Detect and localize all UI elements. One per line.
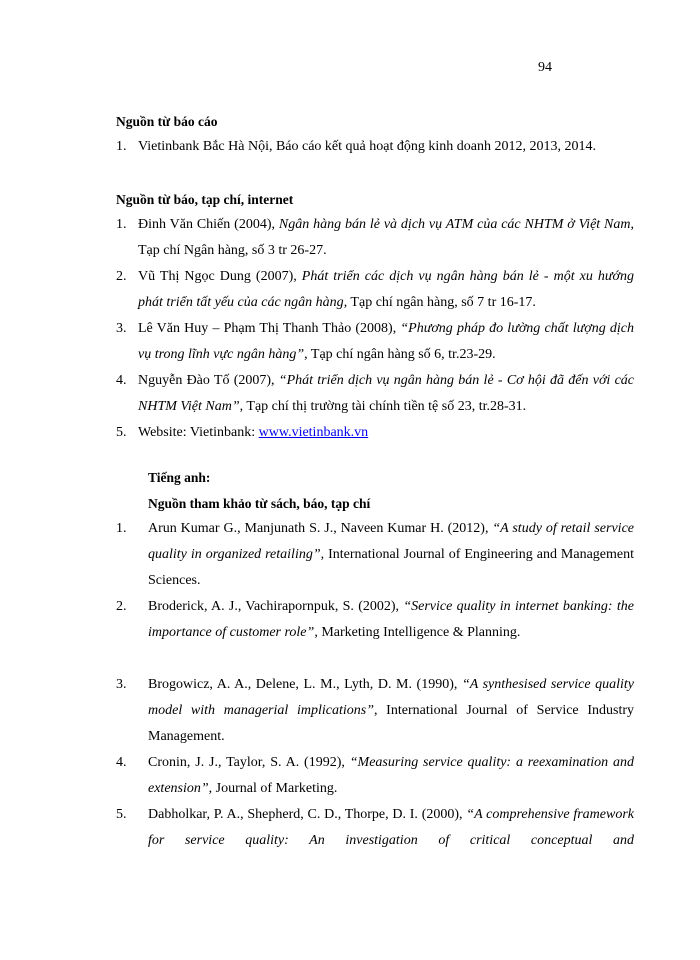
item-number: 2. <box>116 269 127 284</box>
item-number: 1. <box>116 139 127 154</box>
item-title: Phát triển các dịch vụ ngân hàng bán lẻ - một xu hướng phát triển tất yếu của các ngân hàng <box>138 269 635 310</box>
item-author: Vũ Thị Ngọc Dung (2007), <box>138 269 302 284</box>
item-number: 2. <box>116 599 127 614</box>
item-number: 5. <box>116 807 127 822</box>
page-number: 94 <box>538 60 552 75</box>
item-number: 4. <box>116 373 127 388</box>
section-heading-reports: Nguồn từ báo cáo <box>116 114 218 129</box>
item-author: Lê Văn Huy – Phạm Thị Thanh Thảo (2008), <box>138 321 401 336</box>
item-number: 1. <box>116 521 127 536</box>
item-number: 3. <box>116 677 127 692</box>
reference-item <box>116 368 634 420</box>
item-author: Dabholkar, P. A., Shepherd, C. D., Thorpe, D. I. (2000), <box>148 807 467 822</box>
item-title: “A synthesised service quality model with managerial implications” <box>148 677 635 718</box>
item-title: “Measuring service quality: a reexamination and extension” <box>148 755 635 796</box>
item-source: , Tạp chí ngân hàng số 6, tr.23-29. <box>304 347 496 362</box>
reference-item <box>116 802 634 854</box>
item-title: “A comprehensive framework for service quality: An investigation of critical conceptual and <box>148 807 634 848</box>
section-heading-press: Nguồn từ báo, tạp chí, internet <box>116 192 294 207</box>
item-author: Cronin, J. J., Taylor, S. A. (1992), <box>148 755 350 770</box>
item-text: Vietinbank Bắc Hà Nội, Báo cáo kết quả hoạt động kinh doanh 2012, 2013, 2014. <box>138 139 596 154</box>
reference-item <box>116 212 634 264</box>
reference-item <box>116 516 634 594</box>
item-author: Đinh Văn Chiến (2004), <box>138 217 279 232</box>
item-source: , Tạp chí ngân hàng, số 7 tr 16-17. <box>343 295 536 310</box>
item-source: , Tạp chí Ngân hàng, số 3 tr 26-27. <box>138 217 634 258</box>
reference-item <box>116 264 634 316</box>
reference-item <box>116 420 634 446</box>
item-number: 3. <box>116 321 127 336</box>
item-author: Arun Kumar G., Manjunath S. J., Naveen Kumar H. (2012), <box>148 521 493 536</box>
reference-item <box>116 316 634 368</box>
item-title: “A study of retail service quality in organized retailing” <box>148 521 634 562</box>
item-source: , International Journal of Engineering and Management Sciences. <box>148 547 634 588</box>
vietinbank-website-link[interactable]: www.vietinbank.vn <box>258 425 369 440</box>
item-source: , Marketing Intelligence & Planning. <box>314 625 521 640</box>
item-number: 4. <box>116 755 127 770</box>
item-author: Brogowicz, A. A., Delene, L. M., Lyth, D. M. (1990), <box>148 677 462 692</box>
item-title: “Service quality in internet banking: the importance of customer role” <box>148 599 634 640</box>
reference-item <box>116 750 634 802</box>
item-source: , International Journal of Service Industry Management. <box>148 703 635 744</box>
item-title: Ngân hàng bán lẻ và dịch vụ ATM của các NHTM ở Việt Nam <box>278 217 631 232</box>
item-author: Nguyễn Đào Tố (2007), <box>138 373 279 388</box>
reference-item <box>116 594 634 646</box>
item-title: “Phương pháp đo lường chất lượng dịch vụ trong lĩnh vực ngân hàng” <box>138 321 634 362</box>
item-source: , Journal of Marketing. <box>208 781 338 796</box>
item-author: Broderick, A. J., Vachirapornpuk, S. (2002), <box>148 599 404 614</box>
reference-item <box>116 134 634 160</box>
item-source: , Tạp chí thị trường tài chính tiền tệ số 23, tr.28-31. <box>239 399 527 414</box>
section-heading-english-sources: Nguồn tham khảo từ sách, báo, tạp chí <box>148 496 371 511</box>
item-number: 5. <box>116 425 127 440</box>
english-heading: Tiếng anh: <box>148 470 211 485</box>
item-number: 1. <box>116 217 127 232</box>
item-title: “Phát triển dịch vụ ngân hàng bán lẻ - Cơ hội đã đến với các NHTM Việt Nam” <box>138 373 635 414</box>
item-label: Website: Vietinbank: <box>138 425 259 440</box>
reference-item <box>116 672 634 750</box>
